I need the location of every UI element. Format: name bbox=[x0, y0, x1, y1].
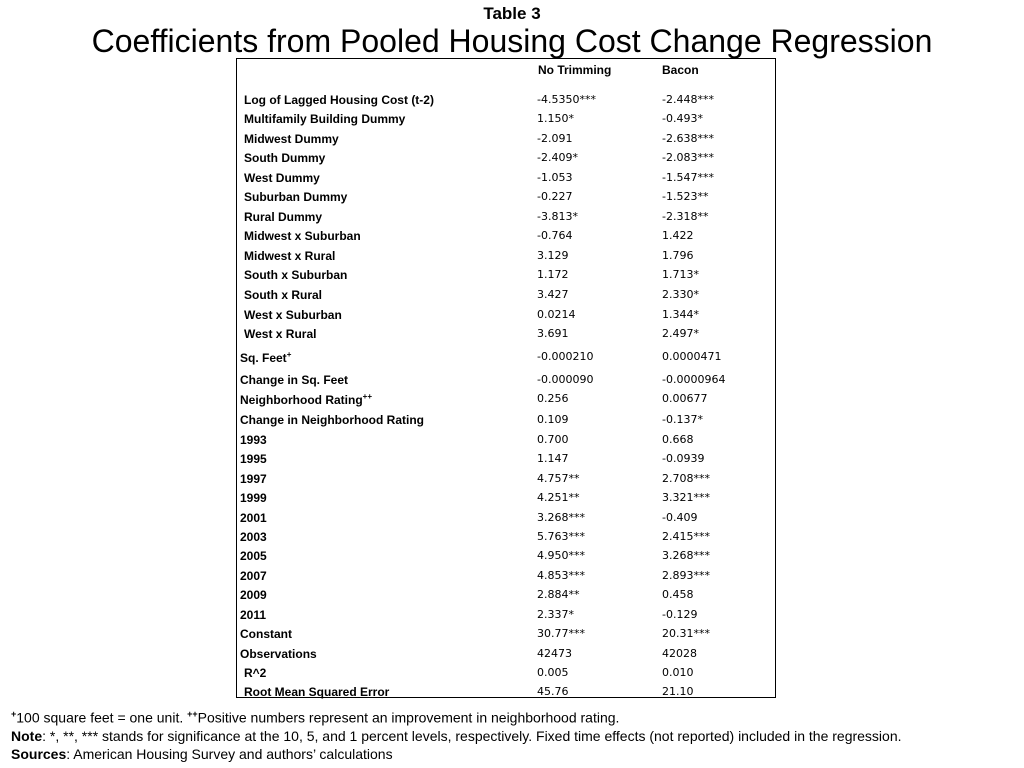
bacon-value: 0.668 bbox=[662, 433, 694, 446]
row-label-text: 2005 bbox=[240, 549, 267, 563]
table-row bbox=[237, 132, 775, 150]
table-row bbox=[237, 327, 775, 345]
bacon-value: 1.796 bbox=[662, 249, 694, 262]
row-label-text: South x Suburban bbox=[244, 268, 348, 282]
table-row bbox=[237, 433, 775, 451]
no-trimming-value: 3.691 bbox=[537, 327, 569, 340]
table-row bbox=[237, 627, 775, 645]
row-label bbox=[244, 93, 434, 107]
bacon-value: 2.708*** bbox=[662, 472, 710, 485]
row-label bbox=[240, 511, 267, 525]
no-trimming-value: 0.005 bbox=[537, 666, 569, 679]
table-row bbox=[237, 608, 775, 626]
row-label bbox=[244, 249, 335, 263]
bacon-value: -0.0000964 bbox=[662, 373, 726, 386]
row-label bbox=[240, 530, 267, 544]
no-trimming-value: 3.268*** bbox=[537, 511, 585, 524]
no-trimming-value: -0.000090 bbox=[537, 373, 594, 386]
table-row bbox=[237, 472, 775, 490]
no-trimming-value: 4.853*** bbox=[537, 569, 585, 582]
no-trimming-value: 1.172 bbox=[537, 268, 569, 281]
row-label-text: South x Rural bbox=[244, 288, 323, 302]
no-trimming-value: 30.77*** bbox=[537, 627, 585, 640]
table-notes bbox=[11, 705, 902, 763]
row-label bbox=[240, 472, 267, 486]
row-label-text: Sq. Feet bbox=[240, 351, 287, 365]
no-trimming-value: 2.337* bbox=[537, 608, 574, 621]
no-trimming-value: 0.700 bbox=[537, 433, 569, 446]
bacon-value: 0.010 bbox=[662, 666, 694, 679]
bacon-value: -0.129 bbox=[662, 608, 698, 621]
row-label bbox=[244, 229, 361, 243]
table-caption: Table 3 bbox=[483, 4, 541, 23]
row-label-text: Root Mean Squared Error bbox=[244, 685, 390, 699]
bacon-value: 42028 bbox=[662, 647, 697, 660]
sources-label: Sources bbox=[11, 745, 67, 762]
table-row bbox=[237, 93, 775, 111]
row-label bbox=[244, 112, 405, 126]
no-trimming-value: 1.147 bbox=[537, 452, 569, 465]
table-row bbox=[237, 288, 775, 306]
row-label bbox=[244, 666, 266, 680]
bacon-value: -0.137* bbox=[662, 413, 703, 426]
table-row bbox=[237, 511, 775, 529]
table-row bbox=[237, 392, 775, 410]
column-header-bacon: Bacon bbox=[662, 63, 699, 77]
note-line bbox=[11, 727, 902, 745]
row-label-text: 2011 bbox=[240, 608, 267, 622]
no-trimming-value: 0.256 bbox=[537, 392, 569, 405]
row-label-text: 1997 bbox=[240, 472, 267, 486]
row-label-text: R^2 bbox=[244, 666, 267, 680]
row-label bbox=[240, 452, 267, 466]
table-row bbox=[237, 549, 775, 567]
no-trimming-value: 3.129 bbox=[537, 249, 569, 262]
row-label-text: Neighborhood Rating bbox=[240, 393, 363, 407]
row-label bbox=[244, 132, 339, 146]
table-row bbox=[237, 569, 775, 587]
bacon-value: 2.497* bbox=[662, 327, 699, 340]
row-label-text: South Dummy bbox=[244, 151, 326, 165]
table-row bbox=[237, 308, 775, 326]
no-trimming-value: 0.109 bbox=[537, 413, 569, 426]
row-label-text: Change in Sq. Feet bbox=[240, 373, 349, 387]
table-row bbox=[237, 373, 775, 391]
table-row bbox=[237, 171, 775, 189]
row-label-text: Midwest x Rural bbox=[244, 249, 336, 263]
table-row bbox=[237, 151, 775, 169]
row-label bbox=[244, 327, 316, 341]
no-trimming-value: 1.150* bbox=[537, 112, 574, 125]
row-label bbox=[244, 151, 325, 165]
no-trimming-value: 45.76 bbox=[537, 685, 569, 698]
bacon-value: -1.547*** bbox=[662, 171, 714, 184]
table-row bbox=[237, 190, 775, 208]
row-label bbox=[240, 350, 291, 365]
bacon-value: 21.10 bbox=[662, 685, 694, 698]
row-label bbox=[240, 392, 372, 407]
bacon-value: 2.330* bbox=[662, 288, 699, 301]
row-label-text: 1993 bbox=[240, 433, 267, 447]
footnote-line bbox=[11, 705, 902, 727]
bacon-value: 2.415*** bbox=[662, 530, 710, 543]
table-row bbox=[237, 210, 775, 228]
row-label-text: Change in Neighborhood Rating bbox=[240, 413, 424, 427]
footnote-mark: + bbox=[11, 709, 17, 719]
row-label-text: West Dummy bbox=[244, 171, 320, 185]
bacon-value: -2.083*** bbox=[662, 151, 714, 164]
no-trimming-value: 0.0214 bbox=[537, 308, 576, 321]
row-label-text: Multifamily Building Dummy bbox=[244, 112, 406, 126]
bacon-value: -2.638*** bbox=[662, 132, 714, 145]
note-text: : *, **, *** stands for significance at the 10, 5, and 1 percent levels, respectively. Fixed time effects (not reported) included in the regression. bbox=[42, 727, 902, 744]
footnote-mark: ++ bbox=[362, 392, 372, 401]
no-trimming-value: -0.764 bbox=[537, 229, 573, 242]
row-label bbox=[244, 308, 342, 322]
bacon-value: -0.409 bbox=[662, 511, 698, 524]
no-trimming-value: -0.000210 bbox=[537, 350, 594, 363]
row-label bbox=[240, 647, 317, 661]
row-label bbox=[244, 685, 389, 699]
bacon-value: -0.0939 bbox=[662, 452, 705, 465]
table-row bbox=[237, 452, 775, 470]
bacon-value: 0.458 bbox=[662, 588, 694, 601]
bacon-value: 1.422 bbox=[662, 229, 694, 242]
no-trimming-value: -4.5350*** bbox=[537, 93, 596, 106]
table-row bbox=[237, 229, 775, 247]
row-label-text: 1995 bbox=[240, 452, 267, 466]
table-row bbox=[237, 588, 775, 606]
row-label bbox=[244, 268, 347, 282]
row-label bbox=[240, 433, 267, 447]
row-label bbox=[240, 413, 424, 427]
no-trimming-value: -2.409* bbox=[537, 151, 578, 164]
row-label bbox=[240, 608, 266, 622]
row-label bbox=[244, 210, 322, 224]
table-row bbox=[237, 112, 775, 130]
page-title: Coefficients from Pooled Housing Cost Change Regression bbox=[91, 23, 933, 59]
row-label-text: Rural Dummy bbox=[244, 210, 323, 224]
no-trimming-value: -1.053 bbox=[537, 171, 573, 184]
bacon-value: 3.268*** bbox=[662, 549, 710, 562]
row-label-text: Midwest x Suburban bbox=[244, 229, 361, 243]
row-label-text: 2003 bbox=[240, 530, 267, 544]
bacon-value: 20.31*** bbox=[662, 627, 710, 640]
table-row bbox=[237, 491, 775, 509]
no-trimming-value: 42473 bbox=[537, 647, 572, 660]
row-label bbox=[240, 549, 267, 563]
row-label-text: West x Suburban bbox=[244, 308, 342, 322]
table-row bbox=[237, 268, 775, 286]
sources-text: : American Housing Survey and authors’ calculations bbox=[66, 745, 393, 762]
row-label-text: 1999 bbox=[240, 491, 267, 505]
note-label: Note bbox=[11, 727, 43, 744]
footnote-text: 100 square feet = one unit. bbox=[16, 709, 188, 726]
no-trimming-value: -0.227 bbox=[537, 190, 573, 203]
no-trimming-value: 2.884** bbox=[537, 588, 580, 601]
row-label bbox=[240, 627, 292, 641]
sources-line bbox=[11, 745, 902, 763]
row-label-text: Suburban Dummy bbox=[244, 190, 348, 204]
no-trimming-value: 4.950*** bbox=[537, 549, 585, 562]
row-label-text: 2007 bbox=[240, 569, 267, 583]
table-row bbox=[237, 685, 775, 703]
table-row bbox=[237, 350, 775, 368]
footnote-mark: ++ bbox=[187, 709, 198, 719]
row-label bbox=[244, 190, 347, 204]
no-trimming-value: 3.427 bbox=[537, 288, 569, 301]
table-row bbox=[237, 413, 775, 431]
bacon-value: 0.00677 bbox=[662, 392, 708, 405]
bacon-value: 2.893*** bbox=[662, 569, 710, 582]
table-row bbox=[237, 249, 775, 267]
row-label-text: Midwest Dummy bbox=[244, 132, 339, 146]
bacon-value: 1.344* bbox=[662, 308, 699, 321]
bacon-value: -0.493* bbox=[662, 112, 703, 125]
no-trimming-value: 5.763*** bbox=[537, 530, 585, 543]
table-row bbox=[237, 666, 775, 684]
no-trimming-value: -2.091 bbox=[537, 132, 573, 145]
row-label-text: Log of Lagged Housing Cost (t-2) bbox=[244, 93, 434, 107]
row-label-text: 2009 bbox=[240, 588, 267, 602]
row-label bbox=[244, 288, 322, 302]
bacon-value: 3.321*** bbox=[662, 491, 710, 504]
bacon-value: -2.448*** bbox=[662, 93, 714, 106]
row-label-text: 2001 bbox=[240, 511, 267, 525]
bacon-value: 1.713* bbox=[662, 268, 699, 281]
bacon-value: -2.318** bbox=[662, 210, 709, 223]
bacon-value: 0.0000471 bbox=[662, 350, 722, 363]
row-label bbox=[240, 588, 267, 602]
row-label-text: Observations bbox=[240, 647, 317, 661]
row-label-text: Constant bbox=[240, 627, 292, 641]
row-label-text: West x Rural bbox=[244, 327, 317, 341]
row-label bbox=[244, 171, 320, 185]
row-label bbox=[240, 373, 348, 387]
no-trimming-value: 4.251** bbox=[537, 491, 580, 504]
footnote-text: Positive numbers represent an improvement in neighborhood rating. bbox=[197, 709, 620, 726]
no-trimming-value: -3.813* bbox=[537, 210, 578, 223]
row-label bbox=[240, 569, 267, 583]
no-trimming-value: 4.757** bbox=[537, 472, 580, 485]
table-row bbox=[237, 530, 775, 548]
table-row bbox=[237, 647, 775, 665]
column-header-no-trimming: No Trimming bbox=[538, 63, 612, 77]
footnote-mark: + bbox=[286, 350, 292, 359]
row-label bbox=[240, 491, 267, 505]
bacon-value: -1.523** bbox=[662, 190, 709, 203]
